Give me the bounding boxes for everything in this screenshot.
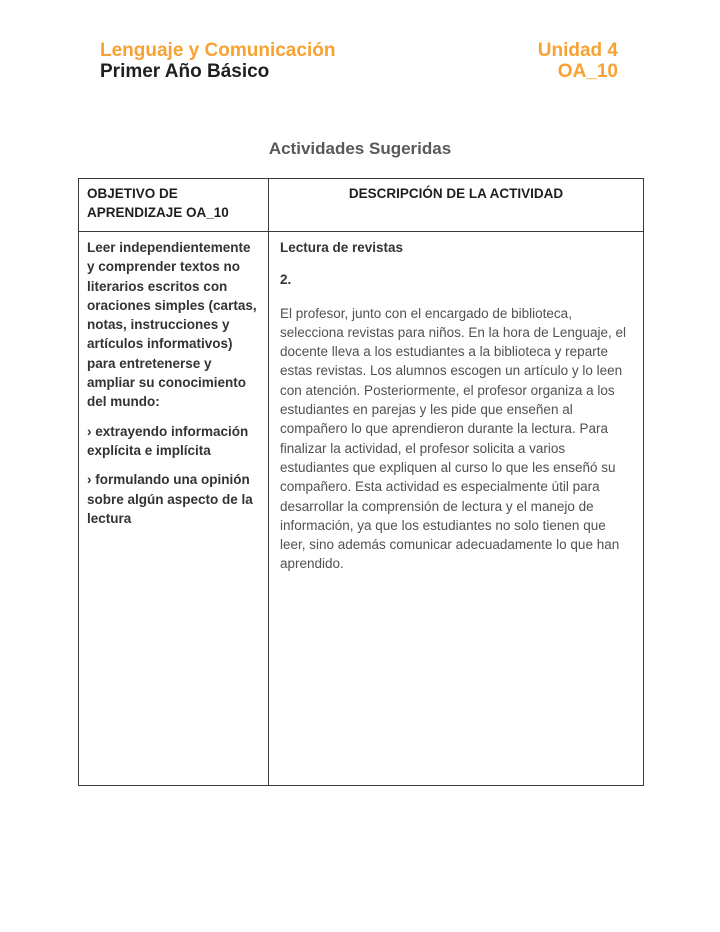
unit-label: Unidad 4 (537, 40, 618, 61)
oa-label: OA_10 (557, 61, 618, 82)
column-header-objective: OBJETIVO DE APRENDIZAJE OA_10 (79, 179, 269, 232)
table-header-row (79, 179, 644, 232)
activity-title: Lectura de revistas (280, 240, 404, 255)
document-header (0, 0, 720, 82)
header-left (100, 40, 335, 82)
objective-intro-text: Leer independientemente y comprender textos no literarios escritos con oraciones simples (cartas, notas, instrucciones y artículos informativos) para entretenerse y ampliar su conocimiento del mundo: (87, 240, 257, 410)
column-header-description: DESCRIPCIÓN DE LA ACTIVIDAD (269, 179, 644, 232)
activities-table-wrapper (78, 178, 720, 786)
subject-title: Lenguaje y Comunicación (100, 40, 336, 61)
grade-title: Primer Año Básico (100, 61, 270, 82)
table-body-row (79, 232, 644, 786)
activity-body-text: El profesor, junto con el encargado de biblioteca, selecciona revistas para niños. En la hora de Lenguaje, el docente lleva a los estudiantes a la biblioteca y reparte estas revistas. Los alumnos escogen un artículo y lo leen con atención. Posteriormente, el profesor organiza a los estudiantes en parejas y les pide que enseñen al compañero lo que aprendieron durante la lectura. Para finalizar la actividad, el profesor solicita a varios estudiantes que expliquen al curso lo que les enseñó su compañero. Esta actividad es especialmente útil para desarrollar la comprensión de lectura y el manejo de información, ya que los estudiantes no solo tienen que leer, sino además comunicar adecuadamente lo que han aprendido. (280, 305, 626, 572)
objective-bullet-2: › formulando una opinión sobre algún aspecto de la lectura (87, 472, 253, 526)
activities-table (78, 178, 644, 786)
objective-cell (79, 232, 269, 786)
header-right (538, 40, 618, 82)
section-title: Actividades Sugeridas (268, 139, 452, 158)
activity-cell (269, 232, 644, 786)
activity-number: 2. (280, 272, 292, 288)
objective-bullet-1: › extrayendo información explícita e implícita (87, 423, 249, 458)
